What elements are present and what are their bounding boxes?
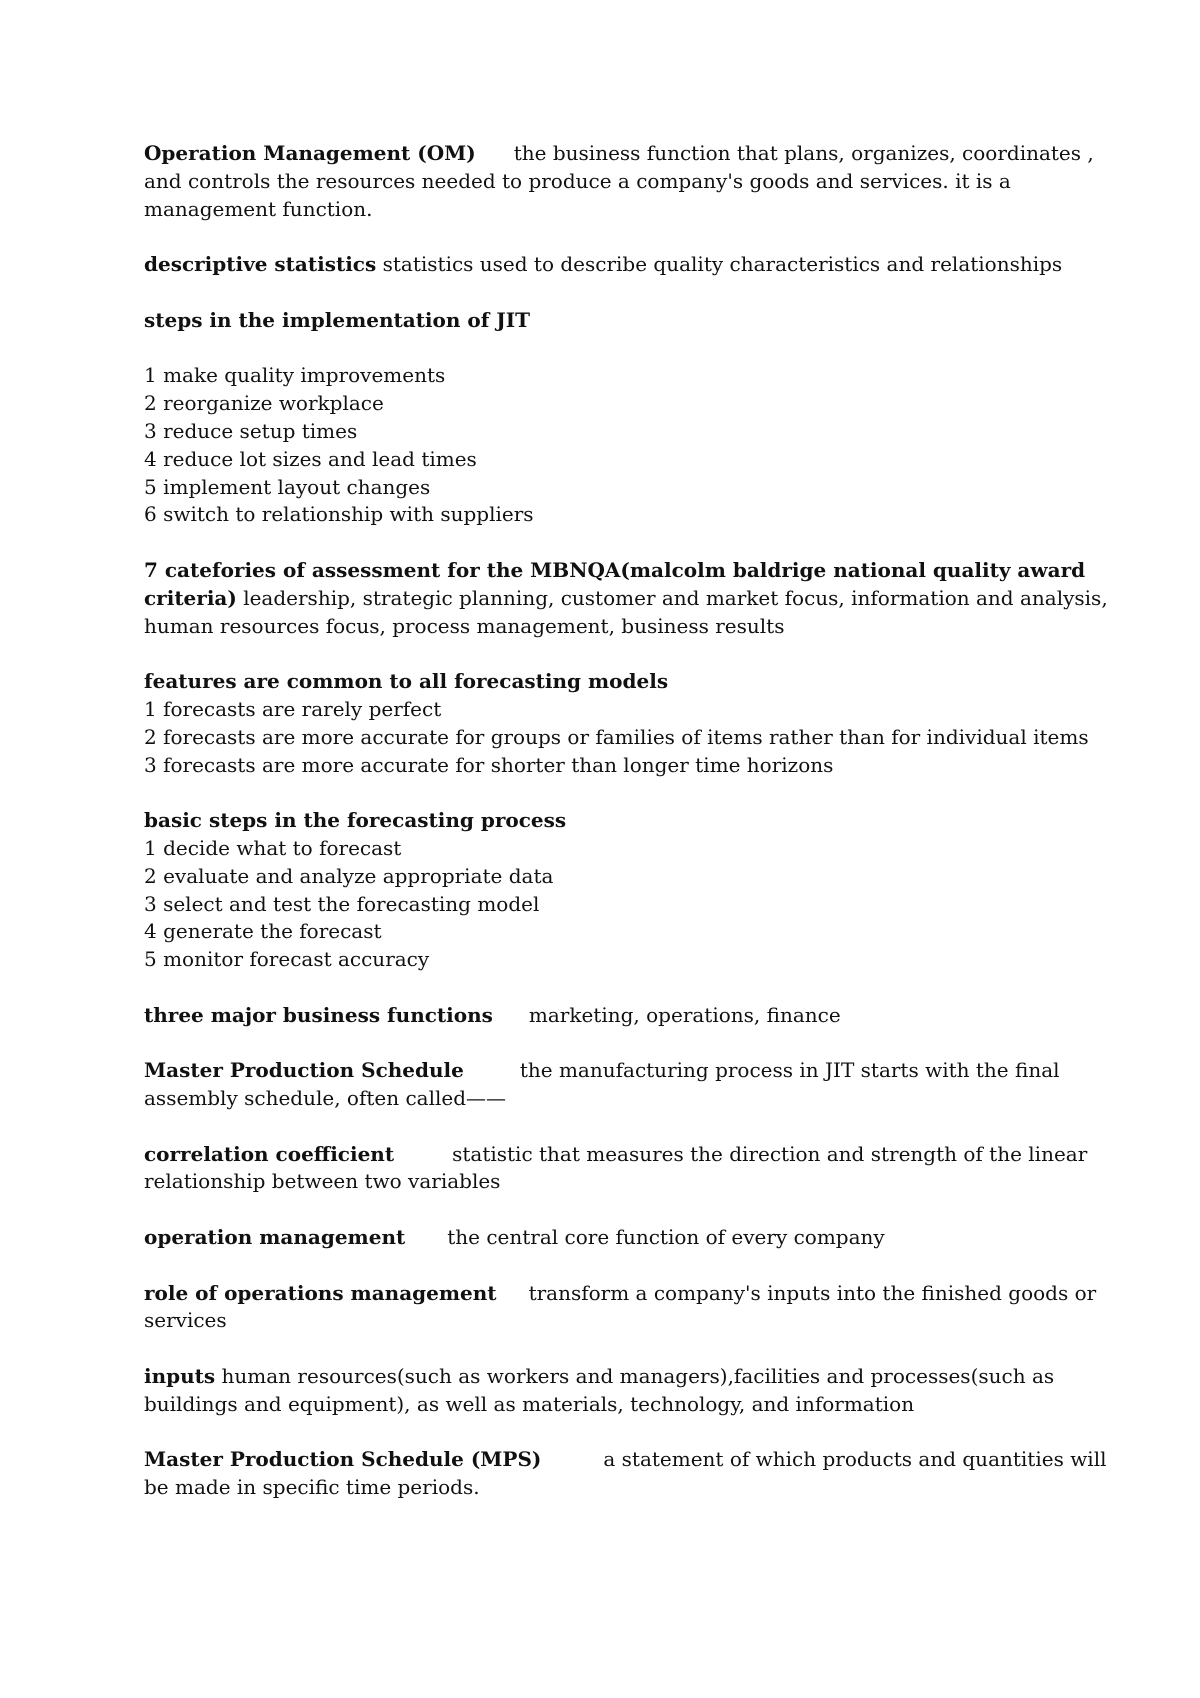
term: inputs bbox=[144, 1364, 216, 1389]
term: role of operations management bbox=[144, 1280, 497, 1305]
entry-jit-steps bbox=[144, 307, 1080, 529]
definition: leadership, strategic planning, customer and market focus, information and analysis, bbox=[243, 585, 1108, 610]
term: Operation Management (OM) bbox=[144, 141, 476, 165]
list-item: 4 generate the forecast bbox=[144, 919, 382, 944]
list-item: 3 select and test the forecasting model bbox=[144, 891, 540, 916]
list-item: 4 reduce lot sizes and lead times bbox=[144, 446, 477, 471]
section-heading: features are common to all forecasting models bbox=[144, 669, 669, 694]
list-item: 2 evaluate and analyze appropriate data bbox=[144, 863, 554, 888]
definition: statistics used to describe quality characteristics and relationships bbox=[382, 252, 1063, 277]
entry-mbnqa bbox=[144, 557, 1108, 640]
definition: marketing, operations, finance bbox=[528, 1002, 841, 1027]
jit-steps-list bbox=[144, 362, 1080, 529]
list-item: 2 forecasts are more accurate for groups or families of items rather than for individual items bbox=[144, 724, 1089, 749]
definition: human resources(such as workers and managers),facilities and processes(such as bbox=[221, 1364, 1055, 1389]
list-item: 2 reorganize workplace bbox=[144, 391, 384, 416]
definition: the central core function of every company bbox=[447, 1225, 885, 1250]
list-item: 3 reduce setup times bbox=[144, 418, 358, 443]
list-item: 5 monitor forecast accuracy bbox=[144, 947, 430, 972]
term: correlation coefficient bbox=[144, 1141, 395, 1166]
entry-master-production-schedule-mps bbox=[144, 1446, 1107, 1502]
entry-inputs bbox=[144, 1363, 1080, 1419]
definition: and controls the resources needed to produce a company's goods and services. it is a bbox=[144, 168, 1011, 193]
section-heading: basic steps in the forecasting process bbox=[144, 808, 567, 833]
list-item: 5 implement layout changes bbox=[144, 474, 431, 499]
term: Master Production Schedule (MPS) bbox=[144, 1447, 542, 1472]
list-item: 6 switch to relationship with suppliers bbox=[144, 502, 534, 527]
list-item: 1 forecasts are rarely perfect bbox=[144, 696, 442, 721]
definition: the business function that plans, organizes, coordinates , bbox=[513, 141, 1094, 165]
list-item: 1 decide what to forecast bbox=[144, 835, 402, 860]
definition: buildings and equipment), as well as materials, technology, and information bbox=[144, 1391, 915, 1416]
definition: relationship between two variables bbox=[144, 1169, 501, 1194]
definition: transform a company's inputs into the finished goods or bbox=[528, 1280, 1097, 1305]
entry-forecast-features bbox=[144, 668, 1089, 779]
entry-forecast-steps bbox=[144, 807, 1080, 974]
term: 7 catefories of assessment for the MBNQA(malcolm baldrige national quality award bbox=[144, 557, 1086, 582]
entry-business-functions bbox=[144, 1002, 1080, 1030]
entry-role-of-operations bbox=[144, 1280, 1097, 1336]
definition: be made in specific time periods. bbox=[144, 1475, 480, 1500]
term: operation management bbox=[144, 1225, 406, 1250]
definition: assembly schedule, often called—— bbox=[144, 1086, 507, 1111]
definition: human resources focus, process management, business results bbox=[144, 613, 785, 638]
definition: services bbox=[144, 1308, 227, 1333]
entry-operation-management bbox=[144, 140, 1094, 223]
definition: statistic that measures the direction and strength of the linear bbox=[452, 1141, 1088, 1166]
section-heading: steps in the implementation of JIT bbox=[144, 307, 530, 332]
term: Master Production Schedule bbox=[144, 1058, 464, 1083]
entry-correlation-coefficient bbox=[144, 1141, 1088, 1197]
definition: a statement of which products and quantities will bbox=[603, 1447, 1107, 1472]
list-item: 3 forecasts are more accurate for shorter than longer time horizons bbox=[144, 752, 834, 777]
term: criteria) bbox=[144, 585, 237, 610]
term: descriptive statistics bbox=[144, 252, 377, 277]
entry-operation-management-core bbox=[144, 1224, 1080, 1252]
term: three major business functions bbox=[144, 1002, 493, 1027]
definition: management function. bbox=[144, 196, 373, 221]
list-item: 1 make quality improvements bbox=[144, 363, 446, 388]
entry-descriptive-statistics bbox=[144, 251, 1080, 279]
definition: the manufacturing process in JIT starts with the final bbox=[519, 1058, 1060, 1083]
entry-master-production-schedule bbox=[144, 1057, 1080, 1113]
